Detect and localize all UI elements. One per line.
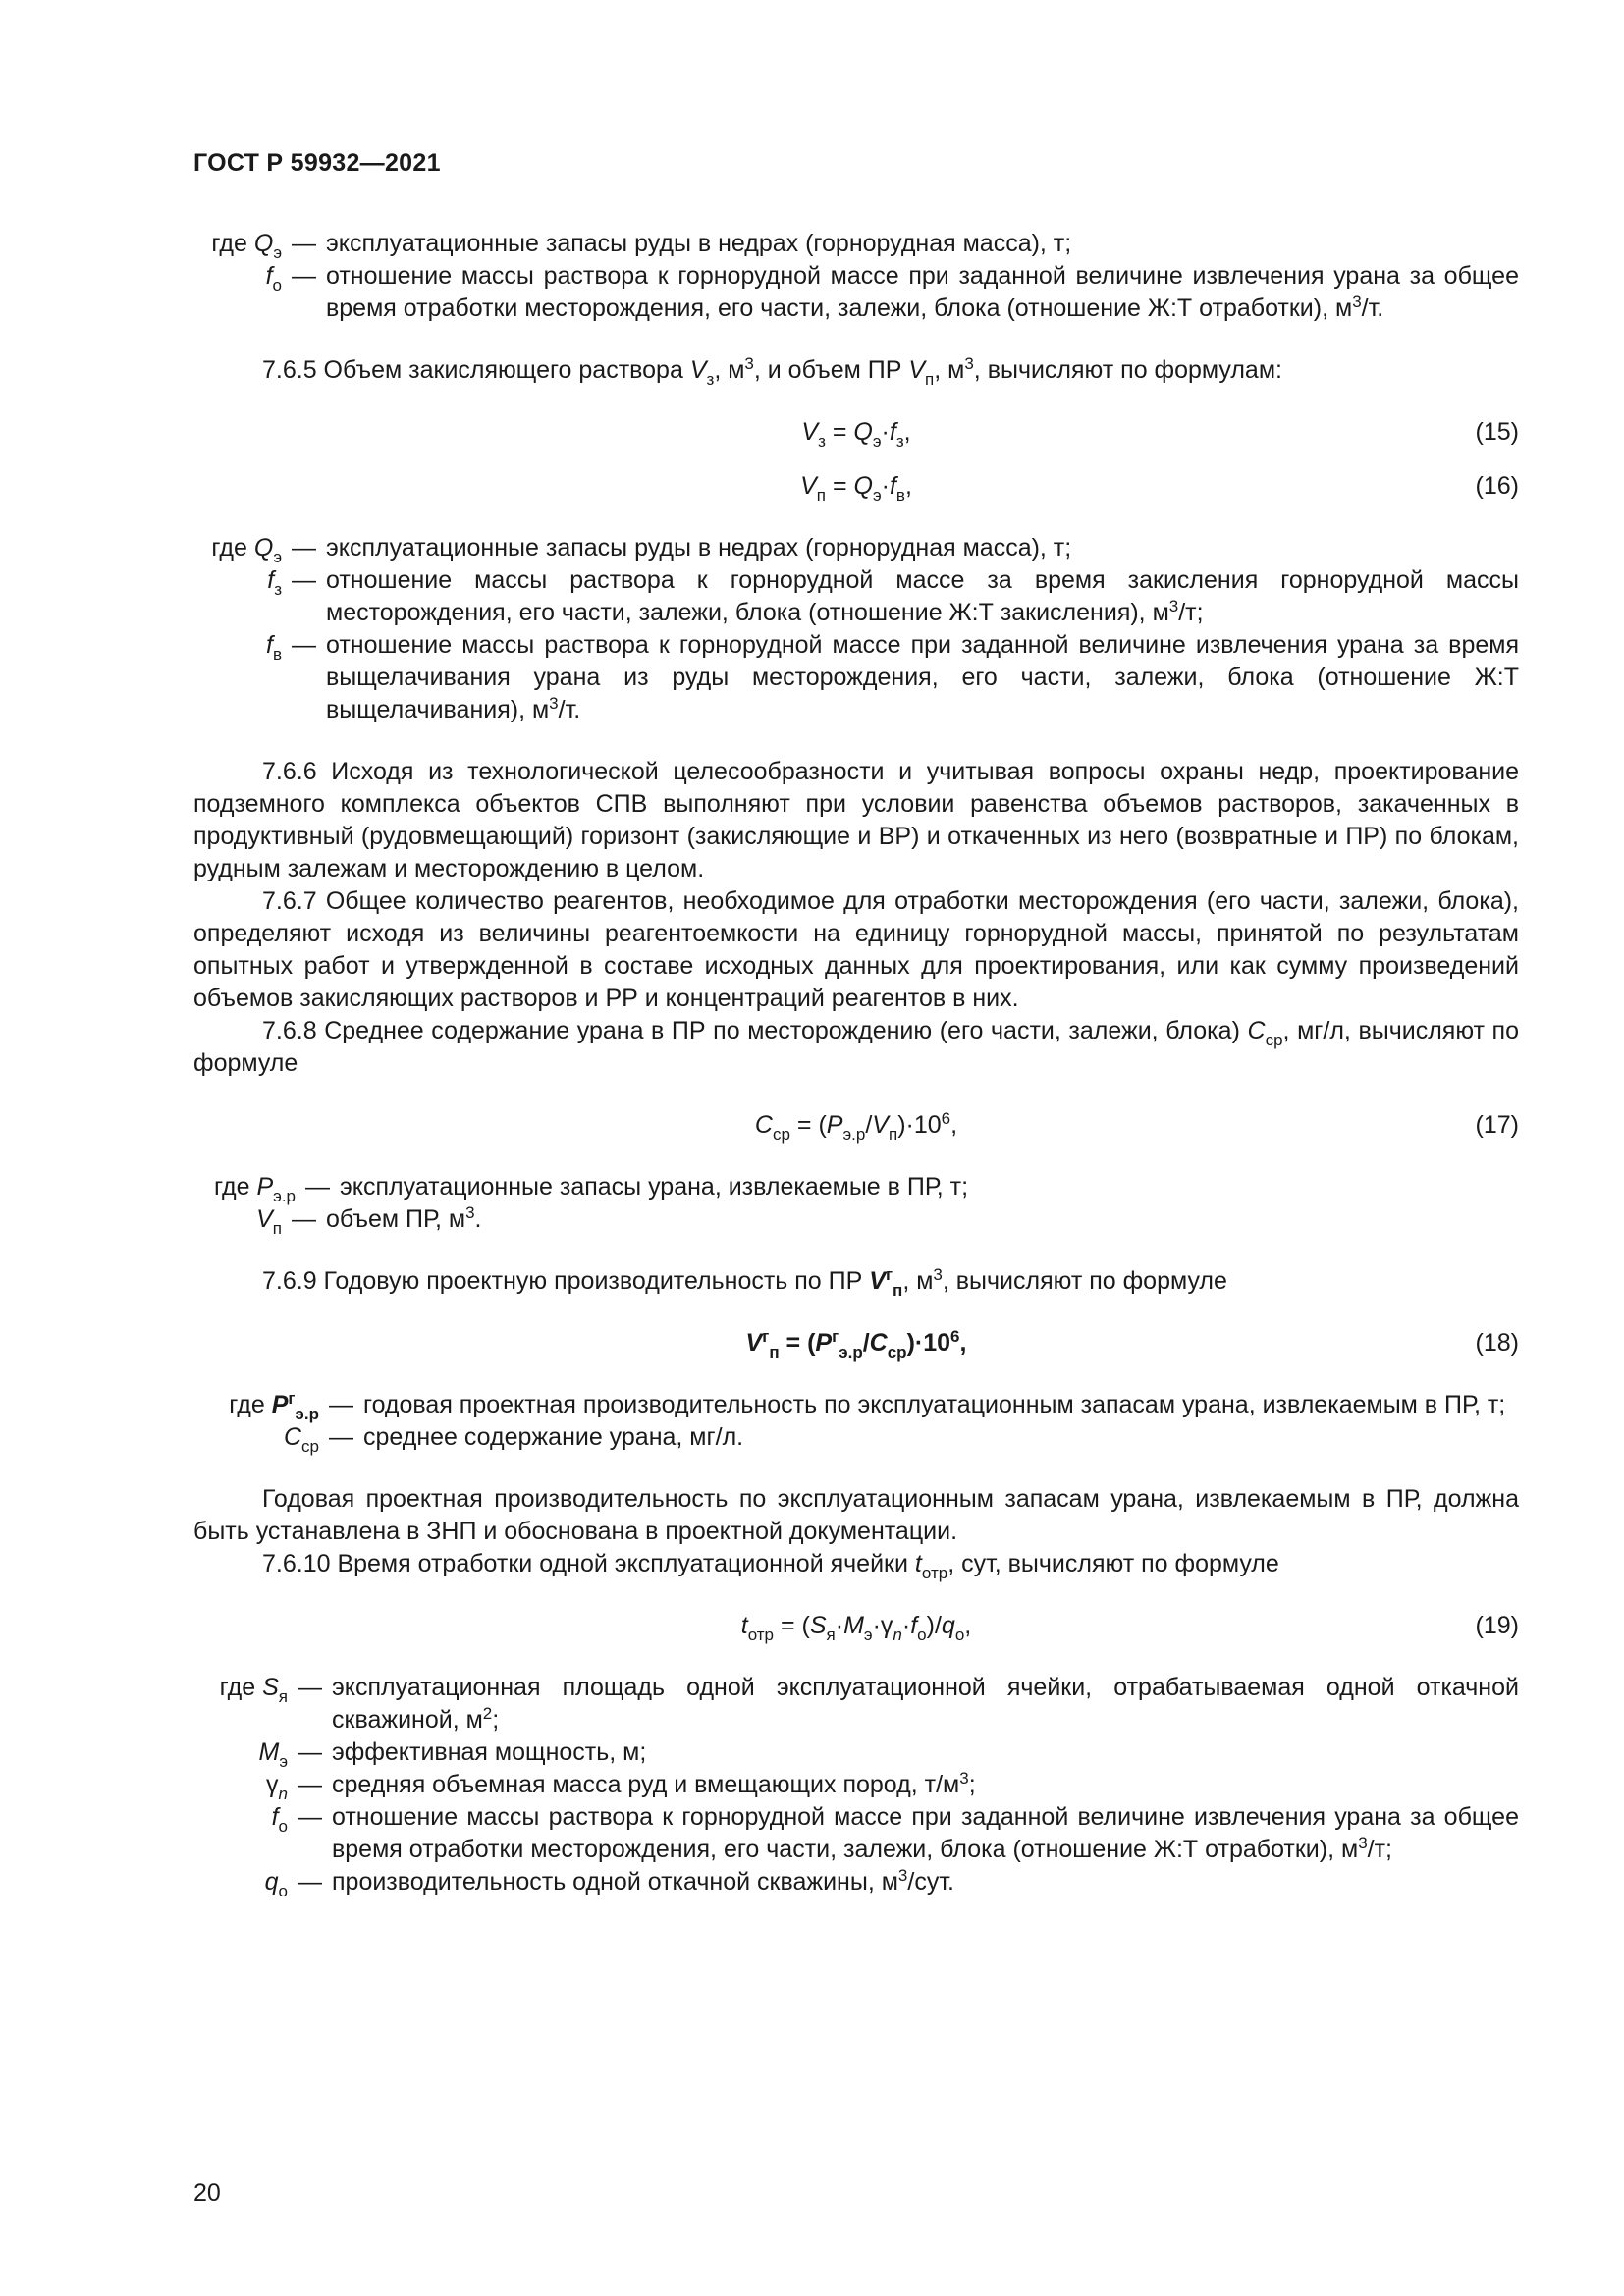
term-Me: $M_э$ bbox=[258, 1738, 288, 1771]
where-item-Pep: где $P_{э.р}$ — эксплуатационные запасы урана, извлекаемые в ПР, т; bbox=[193, 1171, 1519, 1203]
term-fv: $f_в$ bbox=[266, 631, 282, 664]
where-item-Ccp: $C_{ср}$ — среднее содержание урана, мг/л. bbox=[193, 1421, 1519, 1454]
paragraph-7-6-10: 7.6.10 Время отработки одной эксплуатационной ячейки $t_{отр}$, сут, вычисляют по формуле bbox=[262, 1550, 1279, 1582]
definition-fv: отношение массы раствора к горнорудной массе при заданной величине извлечения урана за время выщелачивания урана из руды месторождения, его части, залежи, блока (отношение Ж:Т выщелачивания), $м^3/т$. bbox=[326, 631, 1519, 723]
term-Pg: где $P^г_{э.р}$ bbox=[229, 1389, 319, 1423]
paragraph-7-6-8: 7.6.8 Среднее содержание урана в ПР по месторождению (его части, залежи, блока) $C_{ср}$, мг/л, вычисляют по формуле bbox=[193, 1017, 1520, 1077]
where-item-fo-2: $f_о$ — отношение массы раствора к горнорудной массе при заданной величине извлечения урана за общее время отработки месторождения, его части, залежи, блока (отношение Ж:Т отработки), $м^3/т$; bbox=[193, 1801, 1519, 1866]
paragraph-7-6-7: 7.6.7 Общее количество реагентов, необходимое для отработки месторождения (его части, залежи, блока), определяют исходя из величины реагентоемкости на единицу горнорудной массы, принятой по результатам опытных работ и утвержденной в составе исходных данных для проектирования, или как сумму произведений объемов закисляющих растворов и РР и концентраций реагентов в них. bbox=[193, 887, 1519, 1012]
term-Vp: $V_п$ bbox=[256, 1205, 282, 1238]
where-item-fo: $f_о$ — отношение массы раствора к горнорудной массе при заданной величине извлечения урана за общее время отработки месторождения, его части, залежи, блока (отношение Ж:Т отработки), $м^3/т$. bbox=[193, 260, 1519, 325]
formula-number-17: (17) bbox=[1475, 1111, 1519, 1139]
where-item-Me: $M_э$ — эффективная мощность, м; bbox=[193, 1736, 1519, 1769]
where-item-Vp: $V_п$ — объем ПР, $м^3$. bbox=[193, 1203, 1519, 1236]
where-item-fz: $f_з$ — отношение массы раствора к горнорудной массе за время закисления горнорудной массы месторождения, его части, залежи, блока (отношение Ж:Т закисления), $м^3/т$; bbox=[193, 564, 1519, 629]
formula-number-18: (18) bbox=[1475, 1329, 1519, 1357]
formula-number-19: (19) bbox=[1475, 1612, 1519, 1639]
definition-Ccp: среднее содержание урана, мг/л. bbox=[363, 1423, 744, 1451]
where-list-2 bbox=[193, 532, 1519, 726]
term-fz: $f_з$ bbox=[267, 566, 282, 599]
term-Pep: где $P_{э.р}$ bbox=[214, 1173, 296, 1205]
formula-number-16: (16) bbox=[1475, 472, 1519, 500]
definition-gamma-n: средняя объемная масса руд и вмещающих пород, $т/м^3$; bbox=[332, 1769, 976, 1798]
definition-fz: отношение массы раствора к горнорудной массе за время закисления горнорудной массы месторождения, его части, залежи, блока (отношение Ж:Т закисления), $м^3/т$; bbox=[326, 566, 1519, 626]
where-list-5 bbox=[193, 1672, 1519, 1898]
where-item-Pg: где $P^г_{э.р}$ — годовая проектная производительность по эксплуатационным запасам урана, извлекаемым в ПР, т; bbox=[193, 1389, 1519, 1421]
definition-Sya: эксплуатационная площадь одной эксплуатационной ячейки, отрабатываемая одной откачной скважиной, $м^2$; bbox=[332, 1674, 1519, 1734]
term-fo: $f_о$ bbox=[265, 262, 282, 294]
where-item-fv: $f_в$ — отношение массы раствора к горнорудной массе при заданной величине извлечения урана за время выщелачивания урана из руды месторождения, его части, залежи, блока (отношение Ж:Т выщелачивания), $м^3/т$. bbox=[193, 629, 1519, 726]
paragraph-7-6-5: 7.6.5 Объем закисляющего раствора $V_з$, $м^3$, и объем ПР $V_п$, $м^3$, вычисляют по формулам: bbox=[262, 354, 1282, 389]
where-list-3 bbox=[193, 1171, 1519, 1236]
paragraph-annual-productivity: Годовая проектная производительность по эксплуатационным запасам урана, извлекаемым в ПР, должна быть устанавлена в ЗНП и обоснована в проектной документации. bbox=[193, 1485, 1519, 1545]
page-number: 20 bbox=[193, 2179, 221, 2207]
where-item-gamma-n: $\gamma_n$ — средняя объемная масса руд и вмещающих пород, $т/м^3$; bbox=[193, 1769, 1519, 1801]
where-item-Sya: где $S_я$ — эксплуатационная площадь одной эксплуатационной ячейки, отрабатываемая одной откачной скважиной, $м^2$; bbox=[193, 1672, 1519, 1736]
definition-fo-2: отношение массы раствора к горнорудной массе при заданной величине извлечения урана за общее время отработки месторождения, его части, залежи, блока (отношение Ж:Т отработки), $м^3/т$; bbox=[332, 1803, 1519, 1863]
term-Sya: где $S_я$ bbox=[219, 1674, 288, 1706]
formula-number-15: (15) bbox=[1475, 418, 1519, 446]
where-item-qo: $q_о$ — производительность одной откачной скважины, $м^3$/сут. bbox=[193, 1866, 1519, 1898]
term-Ccp: $C_{ср}$ bbox=[283, 1423, 319, 1456]
definition-Qe: эксплуатационные запасы руды в недрах (горнорудная масса), т; bbox=[326, 230, 1072, 257]
formula-16: $V_п = Q_э\cdot f_в$, (16) bbox=[800, 472, 1519, 505]
formula-17: $C_{ср} = (P_{э.р}/V_п)\cdot 10^6$, (17) bbox=[754, 1109, 1519, 1144]
definition-Vp: объем ПР, $м^3$. bbox=[326, 1203, 482, 1233]
page-content bbox=[193, 228, 1519, 1898]
paragraph-7-6-9: 7.6.9 Годовую проектную производительность по ПР $V^г_п$, $м^3$, вычисляют по формуле bbox=[262, 1265, 1227, 1300]
formula-15: $V_з = Q_э\cdot f_з$, (15) bbox=[801, 418, 1519, 451]
definition-fo: отношение массы раствора к горнорудной массе при заданной величине извлечения урана за общее время отработки месторождения, его части, залежи, блока (отношение Ж:Т отработки), $м^3/т$. bbox=[326, 262, 1519, 322]
paragraph-7-6-6: 7.6.6 Исходя из технологической целесообразности и учитывая вопросы охраны недр, проектирование подземного комплекса объектов СПВ выполняют при условии равенства объемов растворов, закаченных в продуктивный (рудовмещающий) горизонт (закисляющие и ВР) и откаченных из него (возвратные и ПР) по блокам, рудным залежам и месторождению в целом. bbox=[193, 758, 1519, 882]
term-fo-2: $f_о$ bbox=[271, 1803, 288, 1836]
term-Qe: где $Q_э$ bbox=[211, 230, 282, 262]
definition-Qe-2: эксплуатационные запасы руды в недрах (горнорудная масса), т; bbox=[326, 534, 1072, 561]
where-item-Qe-2: где $Q_э$ — эксплуатационные запасы руды в недрах (горнорудная масса), т; bbox=[193, 532, 1519, 564]
definition-Pep: эксплуатационные запасы урана, извлекаемые в ПР, т; bbox=[340, 1173, 969, 1201]
definition-qo: производительность одной откачной скважины, $м^3$/сут. bbox=[332, 1866, 954, 1896]
standard-header: ГОСТ Р 59932—2021 bbox=[193, 149, 441, 177]
where-list-1 bbox=[193, 228, 1519, 325]
term-gamma-n: $\gamma_n$ bbox=[266, 1771, 288, 1803]
definition-Me: эффективная мощность, м; bbox=[332, 1738, 647, 1766]
term-Qe-2: где $Q_э$ bbox=[211, 534, 282, 566]
definition-Pg: годовая проектная производительность по эксплуатационным запасам урана, извлекаемым в ПР, т; bbox=[363, 1391, 1506, 1418]
where-item-Qe: где $Q_э$ — эксплуатационные запасы руды в недрах (горнорудная масса), т; bbox=[193, 228, 1519, 260]
term-qo: $q_о$ bbox=[264, 1868, 288, 1900]
where-list-4 bbox=[193, 1389, 1519, 1454]
formula-19: $t_{отр} = (S_я\cdot M_э\cdot\gamma_n\cdot f_о)/q_о$, (19) bbox=[740, 1612, 1519, 1644]
formula-18: $V^г_п = (P^г_{э.р}/C_{ср})\cdot 10^6$, (18) bbox=[745, 1327, 1519, 1362]
